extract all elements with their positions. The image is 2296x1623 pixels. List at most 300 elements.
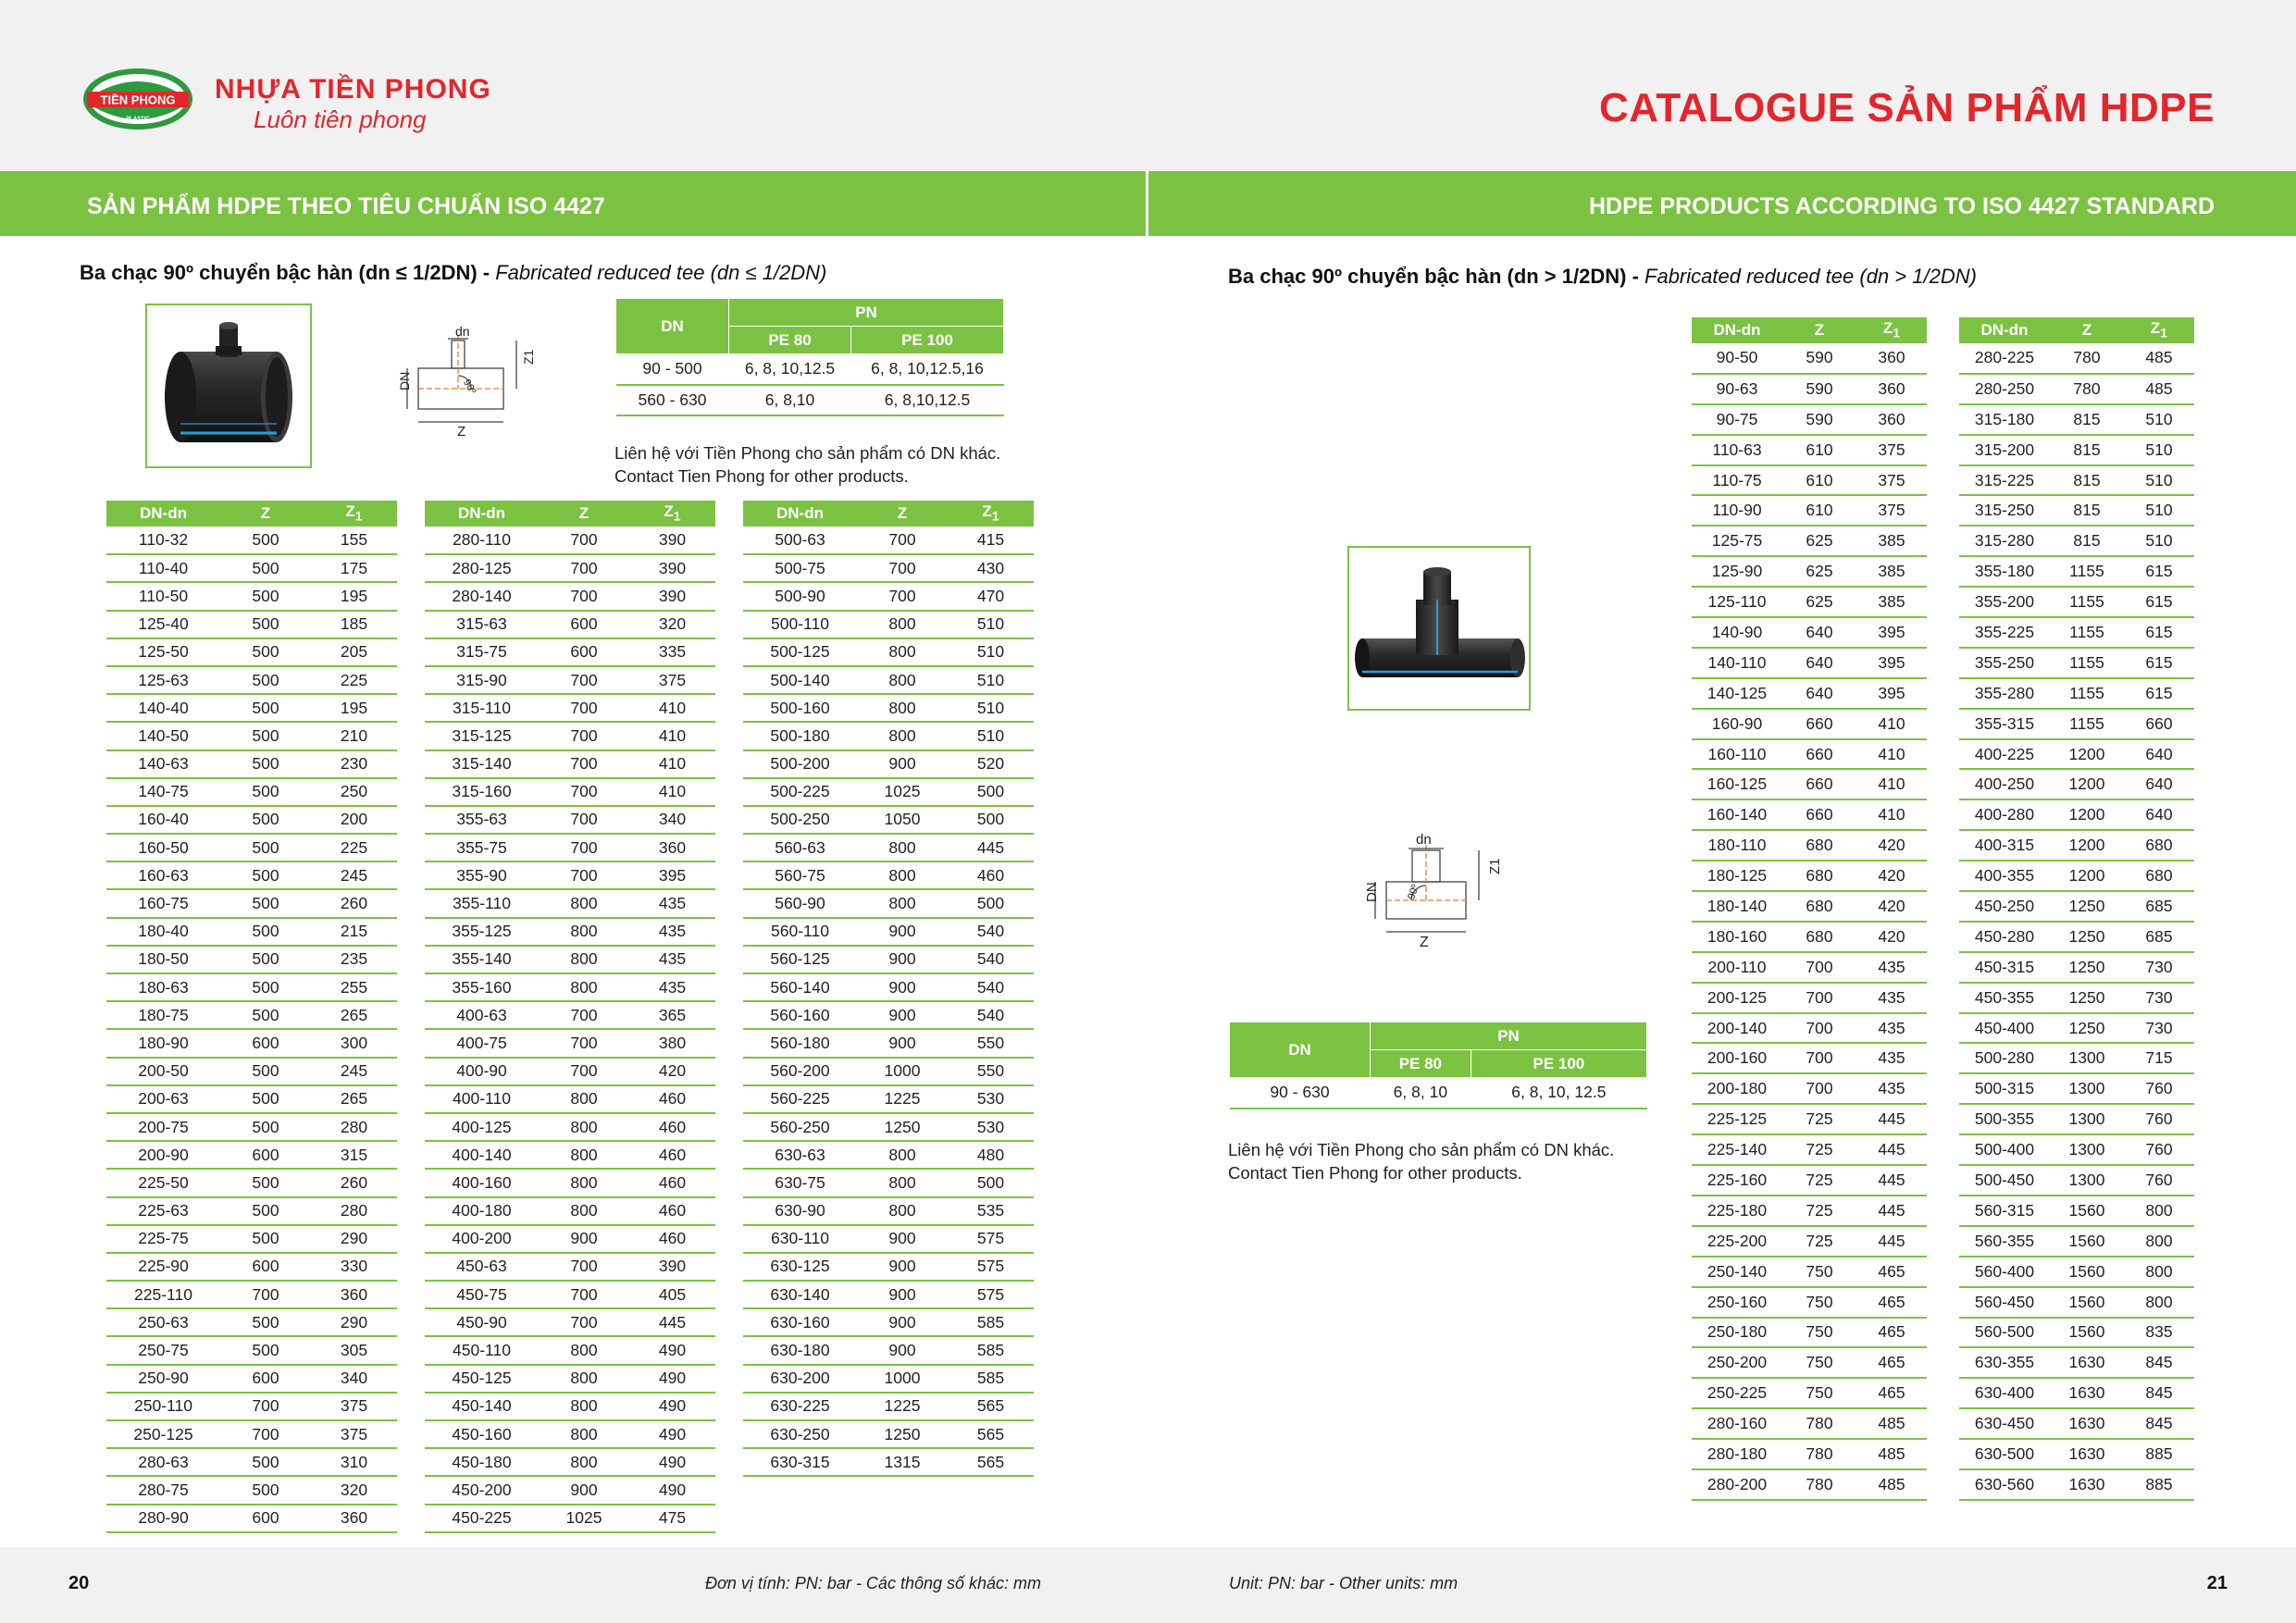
cell-dn-dn: 110-90 xyxy=(1692,495,1782,526)
column-gap xyxy=(1927,1378,1959,1408)
cell-z: 500 xyxy=(220,889,311,917)
cell-z1: 565 xyxy=(948,1393,1034,1420)
table-row xyxy=(1692,1439,2194,1469)
left-dimension-table xyxy=(106,501,1034,1533)
equal-tee-photo-icon xyxy=(1349,548,1529,709)
cell-z1: 415 xyxy=(948,527,1034,554)
cell-dn-dn: 630-90 xyxy=(743,1197,857,1225)
column-gap xyxy=(397,1420,425,1448)
cell-z: 600 xyxy=(220,1365,311,1393)
header-z1-label: Z xyxy=(1882,319,1893,338)
empty-cell xyxy=(948,1476,1034,1504)
cell-z: 700 xyxy=(220,1393,311,1420)
pn-header-dn: DN xyxy=(1230,1022,1371,1078)
header-z1 xyxy=(311,501,397,527)
table-row xyxy=(106,666,1034,694)
cell-dn-dn: 500-355 xyxy=(1959,1104,2050,1134)
table-row xyxy=(1692,922,2194,952)
cell-dn-dn: 400-125 xyxy=(425,1113,539,1141)
cell-z1: 500 xyxy=(948,778,1034,806)
cell-dn-dn: 315-140 xyxy=(425,750,539,778)
cell-z: 625 xyxy=(1782,526,1856,556)
cell-z1: 485 xyxy=(2124,343,2194,374)
column-gap xyxy=(1927,404,1959,435)
cell-dn-dn: 355-250 xyxy=(1959,648,2050,678)
cell-z1: 490 xyxy=(629,1420,715,1448)
cell-dn-dn: 500-160 xyxy=(743,694,857,722)
cell-dn-dn: 160-75 xyxy=(106,889,220,917)
cell-z1: 540 xyxy=(948,1001,1034,1029)
cell-dn-dn: 315-90 xyxy=(425,666,539,694)
cell-dn-dn: 250-90 xyxy=(106,1365,220,1393)
cell-dn-dn: 160-63 xyxy=(106,861,220,889)
column-gap xyxy=(397,1225,425,1253)
section-title-vi: SẢN PHẨM HDPE THEO TIÊU CHUẨN ISO 4427 xyxy=(87,193,605,219)
cell-z1: 420 xyxy=(629,1058,715,1085)
column-gap xyxy=(1927,1226,1959,1257)
cell-z: 800 xyxy=(539,918,629,946)
cell-z: 640 xyxy=(1782,678,1856,709)
cell-z: 800 xyxy=(857,1169,948,1196)
cell-dn-dn: 500-140 xyxy=(743,666,857,694)
header-z1-subscript: 1 xyxy=(2160,326,2168,341)
cell-dn-dn: 450-225 xyxy=(425,1505,539,1532)
cell-z1: 230 xyxy=(311,750,397,778)
cell-z1: 265 xyxy=(311,1001,397,1029)
cell-z1: 460 xyxy=(629,1169,715,1196)
footer-band xyxy=(0,1547,2296,1623)
cell-z: 900 xyxy=(857,1029,948,1057)
cell-z1: 760 xyxy=(2124,1165,2194,1196)
cell-z1: 485 xyxy=(2124,374,2194,404)
cell-dn-dn: 280-180 xyxy=(1692,1439,1782,1469)
cell-z: 1250 xyxy=(857,1113,948,1141)
cell-dn-dn: 400-160 xyxy=(425,1169,539,1196)
cell-z: 1630 xyxy=(2050,1378,2124,1408)
column-gap xyxy=(1927,648,1959,678)
right-product-title xyxy=(1228,265,1977,289)
column-gap xyxy=(397,806,425,834)
cell-z: 1200 xyxy=(2050,861,2124,891)
cell-dn-dn: 400-140 xyxy=(425,1141,539,1169)
cell-z: 590 xyxy=(1782,404,1856,435)
cell-dn-dn: 110-32 xyxy=(106,527,220,554)
header-dn-dn: DN-dn xyxy=(743,501,857,527)
column-gap xyxy=(715,861,743,889)
left-pn-body xyxy=(616,354,1004,415)
table-row xyxy=(1692,739,2194,770)
column-gap xyxy=(397,527,425,554)
cell-z1: 420 xyxy=(1856,861,1927,891)
cell-dn-dn: 450-140 xyxy=(425,1393,539,1420)
right-dimension-table xyxy=(1692,317,2194,1501)
cell-z: 700 xyxy=(220,1420,311,1448)
cell-z: 1250 xyxy=(2050,891,2124,922)
cell-dn-dn: 160-90 xyxy=(1692,709,1782,739)
cell-z1: 445 xyxy=(948,834,1034,861)
right-note-vi: Liên hệ với Tiền Phong cho sản phẩm có DN khác. xyxy=(1228,1140,1615,1159)
column-gap xyxy=(397,1001,425,1029)
right-pn-body xyxy=(1230,1078,1647,1109)
cell-z1: 490 xyxy=(629,1393,715,1420)
cell-z: 815 xyxy=(2050,404,2124,435)
cell-dn-dn: 315-75 xyxy=(425,638,539,666)
cell-z1: 195 xyxy=(311,694,397,722)
cell-z: 800 xyxy=(539,1197,629,1225)
right-title-en: Fabricated reduced tee (dn > 1/2DN) xyxy=(1644,265,1977,288)
cell-z: 800 xyxy=(857,611,948,638)
cell-z1: 480 xyxy=(948,1141,1034,1169)
cell-z1: 375 xyxy=(311,1393,397,1420)
cell-z1: 320 xyxy=(629,611,715,638)
cell-z1: 260 xyxy=(311,889,397,917)
header-dn-dn: DN-dn xyxy=(1959,317,2050,343)
pn-row xyxy=(616,354,1004,385)
cell-z: 680 xyxy=(1782,891,1856,922)
cell-z1: 265 xyxy=(311,1085,397,1113)
empty-cell xyxy=(743,1476,857,1504)
cell-dn-dn: 280-160 xyxy=(1692,1408,1782,1439)
pn-header-pe80: PE 80 xyxy=(1371,1050,1471,1078)
column-gap xyxy=(715,1141,743,1169)
column-gap xyxy=(1927,1134,1959,1165)
reduced-tee-photo-icon xyxy=(147,305,310,466)
cell-z: 725 xyxy=(1782,1134,1856,1165)
table-row xyxy=(1692,1073,2194,1104)
cell-z1: 360 xyxy=(311,1281,397,1308)
cell-z1: 540 xyxy=(948,918,1034,946)
table-row xyxy=(1692,1408,2194,1439)
cell-z1: 730 xyxy=(2124,1013,2194,1044)
cell-z: 680 xyxy=(1782,861,1856,891)
cell-z1: 410 xyxy=(629,722,715,750)
cell-z: 900 xyxy=(857,973,948,1001)
cell-dn-dn: 125-90 xyxy=(1692,556,1782,587)
cell-z: 900 xyxy=(539,1225,629,1253)
cell-z: 1315 xyxy=(857,1448,948,1476)
cell-z: 1560 xyxy=(2050,1196,2124,1226)
cell-z: 1250 xyxy=(2050,1013,2124,1044)
cell-dn-dn: 140-40 xyxy=(106,694,220,722)
cell-dn-dn: 500-280 xyxy=(1959,1043,2050,1073)
cell-dn-dn: 110-75 xyxy=(1692,465,1782,496)
cell-z1: 465 xyxy=(1856,1318,1927,1348)
cell-z1: 490 xyxy=(629,1448,715,1476)
cell-z: 700 xyxy=(539,694,629,722)
column-gap xyxy=(397,1253,425,1281)
cell-z1: 195 xyxy=(311,582,397,610)
cell-dn-dn: 450-90 xyxy=(425,1308,539,1336)
column-gap xyxy=(1927,495,1959,526)
cell-z1: 390 xyxy=(629,527,715,554)
pn-row xyxy=(616,385,1004,415)
column-gap xyxy=(1927,1347,1959,1378)
cell-z1: 460 xyxy=(629,1225,715,1253)
drawing-label-angle: 90º xyxy=(1406,883,1421,901)
pn-cell: 90 - 630 xyxy=(1230,1078,1371,1109)
cell-dn-dn: 180-90 xyxy=(106,1029,220,1057)
cell-z1: 375 xyxy=(629,666,715,694)
cell-z1: 255 xyxy=(311,973,397,1001)
table-row xyxy=(106,582,1034,610)
column-gap xyxy=(715,722,743,750)
cell-z1: 360 xyxy=(1856,374,1927,404)
cell-z: 700 xyxy=(539,666,629,694)
cell-dn-dn: 500-75 xyxy=(743,554,857,582)
column-gap xyxy=(1927,891,1959,922)
column-gap xyxy=(715,527,743,554)
cell-z1: 640 xyxy=(2124,769,2194,799)
left-title-vi: Ba chạc 90º chuyển bậc hàn (dn ≤ 1/2DN) - xyxy=(80,261,496,284)
table-row xyxy=(106,778,1034,806)
table-row xyxy=(106,1476,1034,1504)
cell-dn-dn: 180-160 xyxy=(1692,922,1782,952)
cell-z: 700 xyxy=(220,1281,311,1308)
cell-dn-dn: 400-75 xyxy=(425,1029,539,1057)
left-product-title xyxy=(80,261,826,285)
drawing-label-z1: Z1 xyxy=(521,349,536,365)
cell-dn-dn: 630-63 xyxy=(743,1141,857,1169)
cell-z1: 685 xyxy=(2124,891,2194,922)
cell-z1: 410 xyxy=(1856,739,1927,770)
cell-z1: 410 xyxy=(1856,799,1927,830)
section-title-en: HDPE PRODUCTS ACCORDING TO ISO 4427 STANDARD xyxy=(1588,193,2215,219)
cell-z: 600 xyxy=(539,611,629,638)
cell-z1: 510 xyxy=(948,638,1034,666)
cell-dn-dn: 280-225 xyxy=(1959,343,2050,374)
cell-z: 700 xyxy=(539,1029,629,1057)
drawing-label-z1: Z1 xyxy=(1487,858,1503,874)
cell-dn-dn: 280-200 xyxy=(1692,1469,1782,1500)
header-z: Z xyxy=(539,501,629,527)
cell-z: 700 xyxy=(539,806,629,834)
column-gap xyxy=(715,666,743,694)
cell-z1: 405 xyxy=(629,1281,715,1308)
cell-z: 800 xyxy=(857,1197,948,1225)
cell-z1: 510 xyxy=(948,722,1034,750)
cell-dn-dn: 225-90 xyxy=(106,1253,220,1281)
cell-z1: 845 xyxy=(2124,1347,2194,1378)
column-gap xyxy=(397,666,425,694)
cell-z1: 490 xyxy=(629,1336,715,1364)
column-gap xyxy=(715,750,743,778)
cell-z1: 300 xyxy=(311,1029,397,1057)
cell-z1: 800 xyxy=(2124,1196,2194,1226)
pn-cell: 6, 8, 10,12.5,16 xyxy=(851,354,1004,385)
cell-dn-dn: 125-75 xyxy=(1692,526,1782,556)
cell-z1: 340 xyxy=(629,806,715,834)
table-row xyxy=(106,1281,1034,1308)
company-logo xyxy=(81,67,194,136)
column-gap xyxy=(1927,1257,1959,1287)
cell-dn-dn: 400-90 xyxy=(425,1058,539,1085)
cell-z1: 335 xyxy=(629,638,715,666)
cell-dn-dn: 560-225 xyxy=(743,1085,857,1113)
left-note-en: Contact Tien Phong for other products. xyxy=(614,466,909,486)
cell-z1: 460 xyxy=(948,861,1034,889)
cell-dn-dn: 125-40 xyxy=(106,611,220,638)
pn-cell: 6, 8, 10, 12.5 xyxy=(1471,1078,1646,1109)
cell-z1: 465 xyxy=(1856,1287,1927,1318)
cell-dn-dn: 225-200 xyxy=(1692,1226,1782,1257)
cell-z: 1155 xyxy=(2050,709,2124,739)
cell-z1: 360 xyxy=(311,1505,397,1532)
brand-name: NHỰA TIỀN PHONG xyxy=(215,74,491,105)
cell-z: 815 xyxy=(2050,526,2124,556)
column-gap xyxy=(715,946,743,973)
cell-z: 600 xyxy=(220,1253,311,1281)
cell-z: 900 xyxy=(857,750,948,778)
column-gap xyxy=(1927,587,1959,617)
left-technical-drawing xyxy=(381,322,539,447)
table-row xyxy=(106,1001,1034,1029)
cell-dn-dn: 450-280 xyxy=(1959,922,2050,952)
header-z1-label: Z xyxy=(664,502,674,521)
table-row xyxy=(1692,617,2194,648)
table-row xyxy=(106,1448,1034,1476)
cell-z1: 375 xyxy=(1856,465,1927,496)
cell-z: 1050 xyxy=(857,806,948,834)
cell-dn-dn: 225-140 xyxy=(1692,1134,1782,1165)
cell-z: 500 xyxy=(220,750,311,778)
cell-dn-dn: 250-75 xyxy=(106,1336,220,1364)
column-gap xyxy=(397,1476,425,1504)
cell-z1: 435 xyxy=(629,889,715,917)
cell-z1: 460 xyxy=(629,1141,715,1169)
cell-z1: 465 xyxy=(1856,1257,1927,1287)
cell-dn-dn: 560-400 xyxy=(1959,1257,2050,1287)
cell-dn-dn: 225-63 xyxy=(106,1197,220,1225)
cell-dn-dn: 280-250 xyxy=(1959,374,2050,404)
empty-cell xyxy=(857,1505,948,1532)
column-gap xyxy=(397,834,425,861)
cell-z1: 800 xyxy=(2124,1226,2194,1257)
cell-dn-dn: 315-160 xyxy=(425,778,539,806)
table-row xyxy=(106,1197,1034,1225)
cell-z1: 445 xyxy=(1856,1226,1927,1257)
cell-z1: 225 xyxy=(311,834,397,861)
header-dn-dn: DN-dn xyxy=(106,501,220,527)
cell-z: 900 xyxy=(857,1336,948,1364)
cell-z1: 410 xyxy=(629,778,715,806)
cell-dn-dn: 450-200 xyxy=(425,1476,539,1504)
cell-z: 1155 xyxy=(2050,587,2124,617)
table-row xyxy=(106,973,1034,1001)
table-row xyxy=(1692,983,2194,1013)
column-gap xyxy=(1927,556,1959,587)
cell-dn-dn: 160-125 xyxy=(1692,769,1782,799)
cell-dn-dn: 315-110 xyxy=(425,694,539,722)
column-gap xyxy=(397,1113,425,1141)
cell-z: 800 xyxy=(539,973,629,1001)
table-row xyxy=(106,834,1034,861)
cell-z: 700 xyxy=(1782,1043,1856,1073)
cell-z: 700 xyxy=(539,834,629,861)
cell-z: 660 xyxy=(1782,709,1856,739)
column-gap xyxy=(715,1336,743,1364)
cell-dn-dn: 160-50 xyxy=(106,834,220,861)
cell-dn-dn: 90-50 xyxy=(1692,343,1782,374)
cell-z1: 615 xyxy=(2124,556,2194,587)
cell-dn-dn: 140-75 xyxy=(106,778,220,806)
cell-z1: 360 xyxy=(1856,343,1927,374)
cell-z1: 760 xyxy=(2124,1073,2194,1104)
cell-z1: 715 xyxy=(2124,1043,2194,1073)
table-row xyxy=(1692,1469,2194,1500)
table-row xyxy=(1692,799,2194,830)
table-row xyxy=(106,918,1034,946)
column-gap xyxy=(715,501,743,527)
cell-z1: 395 xyxy=(629,861,715,889)
cell-z1: 835 xyxy=(2124,1318,2194,1348)
cell-dn-dn: 125-110 xyxy=(1692,587,1782,617)
cell-dn-dn: 630-560 xyxy=(1959,1469,2050,1500)
drawing-label-DN: DN xyxy=(397,371,412,390)
cell-z1: 800 xyxy=(2124,1287,2194,1318)
cell-dn-dn: 280-63 xyxy=(106,1448,220,1476)
cell-dn-dn: 160-110 xyxy=(1692,739,1782,770)
header-dn-dn: DN-dn xyxy=(425,501,539,527)
cell-dn-dn: 355-75 xyxy=(425,834,539,861)
cell-dn-dn: 355-63 xyxy=(425,806,539,834)
pn-cell: 6, 8,10,12.5 xyxy=(851,385,1004,415)
cell-dn-dn: 125-50 xyxy=(106,638,220,666)
cell-z1: 510 xyxy=(2124,435,2194,465)
cell-z1: 585 xyxy=(948,1336,1034,1364)
column-gap xyxy=(1927,1043,1959,1073)
cell-z: 680 xyxy=(1782,830,1856,861)
cell-z1: 760 xyxy=(2124,1134,2194,1165)
cell-z: 700 xyxy=(857,527,948,554)
cell-dn-dn: 355-280 xyxy=(1959,678,2050,709)
cell-z1: 280 xyxy=(311,1113,397,1141)
column-gap xyxy=(715,611,743,638)
cell-z1: 445 xyxy=(1856,1165,1927,1196)
cell-dn-dn: 630-125 xyxy=(743,1253,857,1281)
table-row xyxy=(1692,1347,2194,1378)
column-gap xyxy=(1927,769,1959,799)
cell-z: 700 xyxy=(539,722,629,750)
header-z: Z xyxy=(857,501,948,527)
cell-dn-dn: 250-140 xyxy=(1692,1257,1782,1287)
cell-z1: 445 xyxy=(1856,1104,1927,1134)
cell-z: 1025 xyxy=(539,1505,629,1532)
right-contact-note xyxy=(1228,1138,1614,1184)
table-row xyxy=(1692,1165,2194,1196)
column-gap xyxy=(397,611,425,638)
cell-dn-dn: 450-180 xyxy=(425,1448,539,1476)
cell-dn-dn: 630-75 xyxy=(743,1169,857,1196)
header-z1-label: Z xyxy=(2150,319,2161,338)
cell-z: 900 xyxy=(857,1001,948,1029)
cell-dn-dn: 110-50 xyxy=(106,582,220,610)
cell-dn-dn: 400-225 xyxy=(1959,739,2050,770)
cell-dn-dn: 355-180 xyxy=(1959,556,2050,587)
cell-z1: 490 xyxy=(629,1365,715,1393)
cell-z1: 445 xyxy=(1856,1134,1927,1165)
cell-z: 815 xyxy=(2050,495,2124,526)
column-gap xyxy=(715,778,743,806)
cell-z1: 535 xyxy=(948,1197,1034,1225)
column-gap xyxy=(715,638,743,666)
cell-z1: 430 xyxy=(948,554,1034,582)
column-gap xyxy=(715,1476,743,1504)
cell-z1: 215 xyxy=(311,918,397,946)
cell-z: 780 xyxy=(2050,343,2124,374)
cell-z1: 375 xyxy=(1856,435,1927,465)
cell-dn-dn: 500-225 xyxy=(743,778,857,806)
cell-z: 725 xyxy=(1782,1196,1856,1226)
